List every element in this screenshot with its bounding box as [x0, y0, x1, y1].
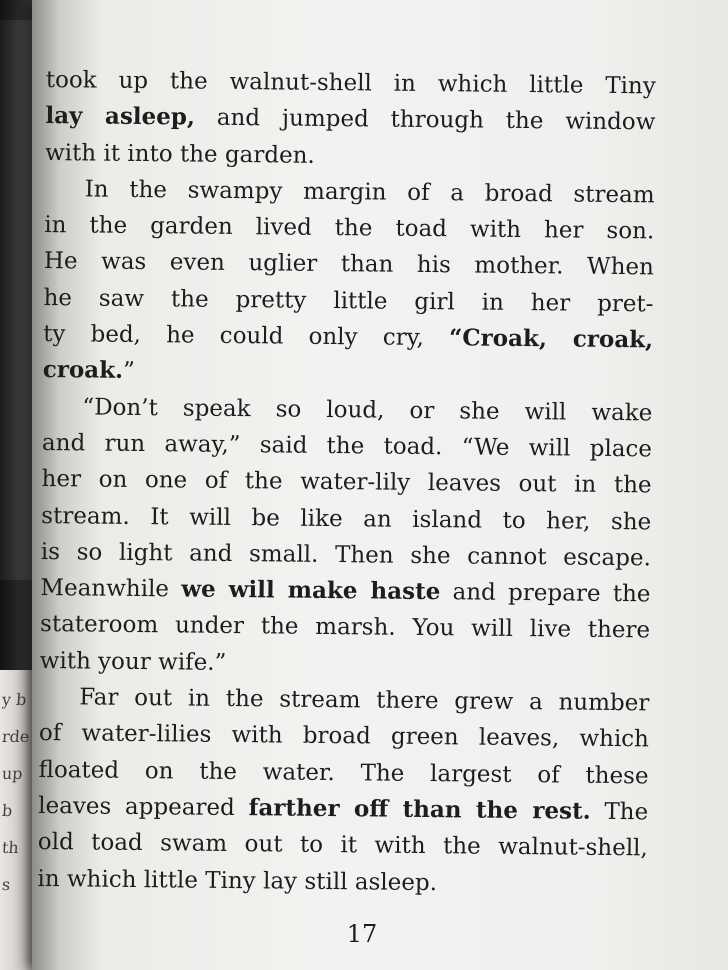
text-run: ty bed, he could only cry,	[43, 321, 450, 352]
text-run: In the swampy margin of a broad stream	[84, 176, 655, 209]
text-run: and jumped through the window	[194, 104, 656, 136]
text-run: The	[590, 798, 649, 826]
prev-page-text: s	[1, 875, 11, 894]
bold-text: “Croak, croak,	[448, 324, 654, 354]
text-line	[44, 243, 654, 286]
prev-page-text: rde	[1, 727, 31, 746]
bold-text: lay asleep,	[45, 102, 196, 131]
text-run: “Don’t speak so loud, or she will wake	[82, 394, 653, 427]
book-page	[32, 0, 728, 970]
text-run: leaves appeared	[38, 792, 249, 822]
text-run: stream. It will be like an island to her, she	[41, 502, 652, 535]
page-text	[37, 62, 656, 903]
text-run: He was even uglier than his mother. When	[43, 248, 655, 281]
text-line	[38, 752, 648, 795]
bold-text: we will make haste	[181, 575, 441, 606]
paragraph	[37, 679, 649, 903]
text-run: and run away,” said the toad. “We will place	[41, 429, 653, 463]
text-line	[42, 389, 652, 432]
text-run: ”	[122, 358, 135, 385]
text-run: in the garden lived the toad with her son.	[44, 212, 655, 245]
previous-page-edge	[0, 20, 36, 580]
text-line	[41, 498, 651, 541]
text-line	[38, 824, 648, 867]
text-run: Far out in the stream there grew a number	[79, 684, 650, 717]
paragraph	[40, 389, 653, 686]
paragraph	[43, 171, 655, 395]
text-run: in which little Tiny lay still asleep.	[37, 865, 438, 896]
prev-page-text: y b	[1, 690, 28, 709]
text-run: old toad swam out to it with the walnut-shell,	[37, 829, 648, 862]
bold-text: farther off than the rest.	[248, 794, 591, 825]
text-run: floated on the water. The largest of these	[38, 756, 649, 789]
bold-text: croak.	[42, 356, 124, 385]
previous-page-fragment	[0, 670, 34, 970]
text-line	[45, 135, 655, 178]
text-line	[40, 606, 650, 649]
text-line	[39, 715, 649, 758]
text-run: with your wife.”	[39, 647, 227, 676]
text-run: he saw the pretty little girl in her pret-	[43, 284, 654, 318]
prev-page-text: th	[1, 838, 20, 857]
paragraph	[45, 62, 656, 177]
text-run: with it into the garden.	[44, 139, 315, 169]
text-run: Meanwhile	[40, 575, 182, 603]
text-line	[43, 352, 653, 395]
text-line	[45, 98, 655, 141]
text-line	[41, 461, 651, 504]
text-run: took up the walnut-shell in which little Tiny	[45, 66, 656, 100]
text-run: of water-lilies with broad green leaves, which	[38, 720, 650, 753]
prev-page-text: b	[1, 801, 13, 820]
text-run: is so light and small. Then she cannot escape.	[40, 538, 651, 572]
text-line	[37, 860, 647, 903]
page-number: 17	[346, 920, 378, 948]
text-run: stateroom under the marsh. You will live there	[39, 611, 651, 644]
text-run: and prepare the	[440, 579, 651, 608]
prev-page-text: up	[1, 764, 24, 783]
text-run: her on one of the water-lily leaves out in the	[41, 466, 652, 499]
